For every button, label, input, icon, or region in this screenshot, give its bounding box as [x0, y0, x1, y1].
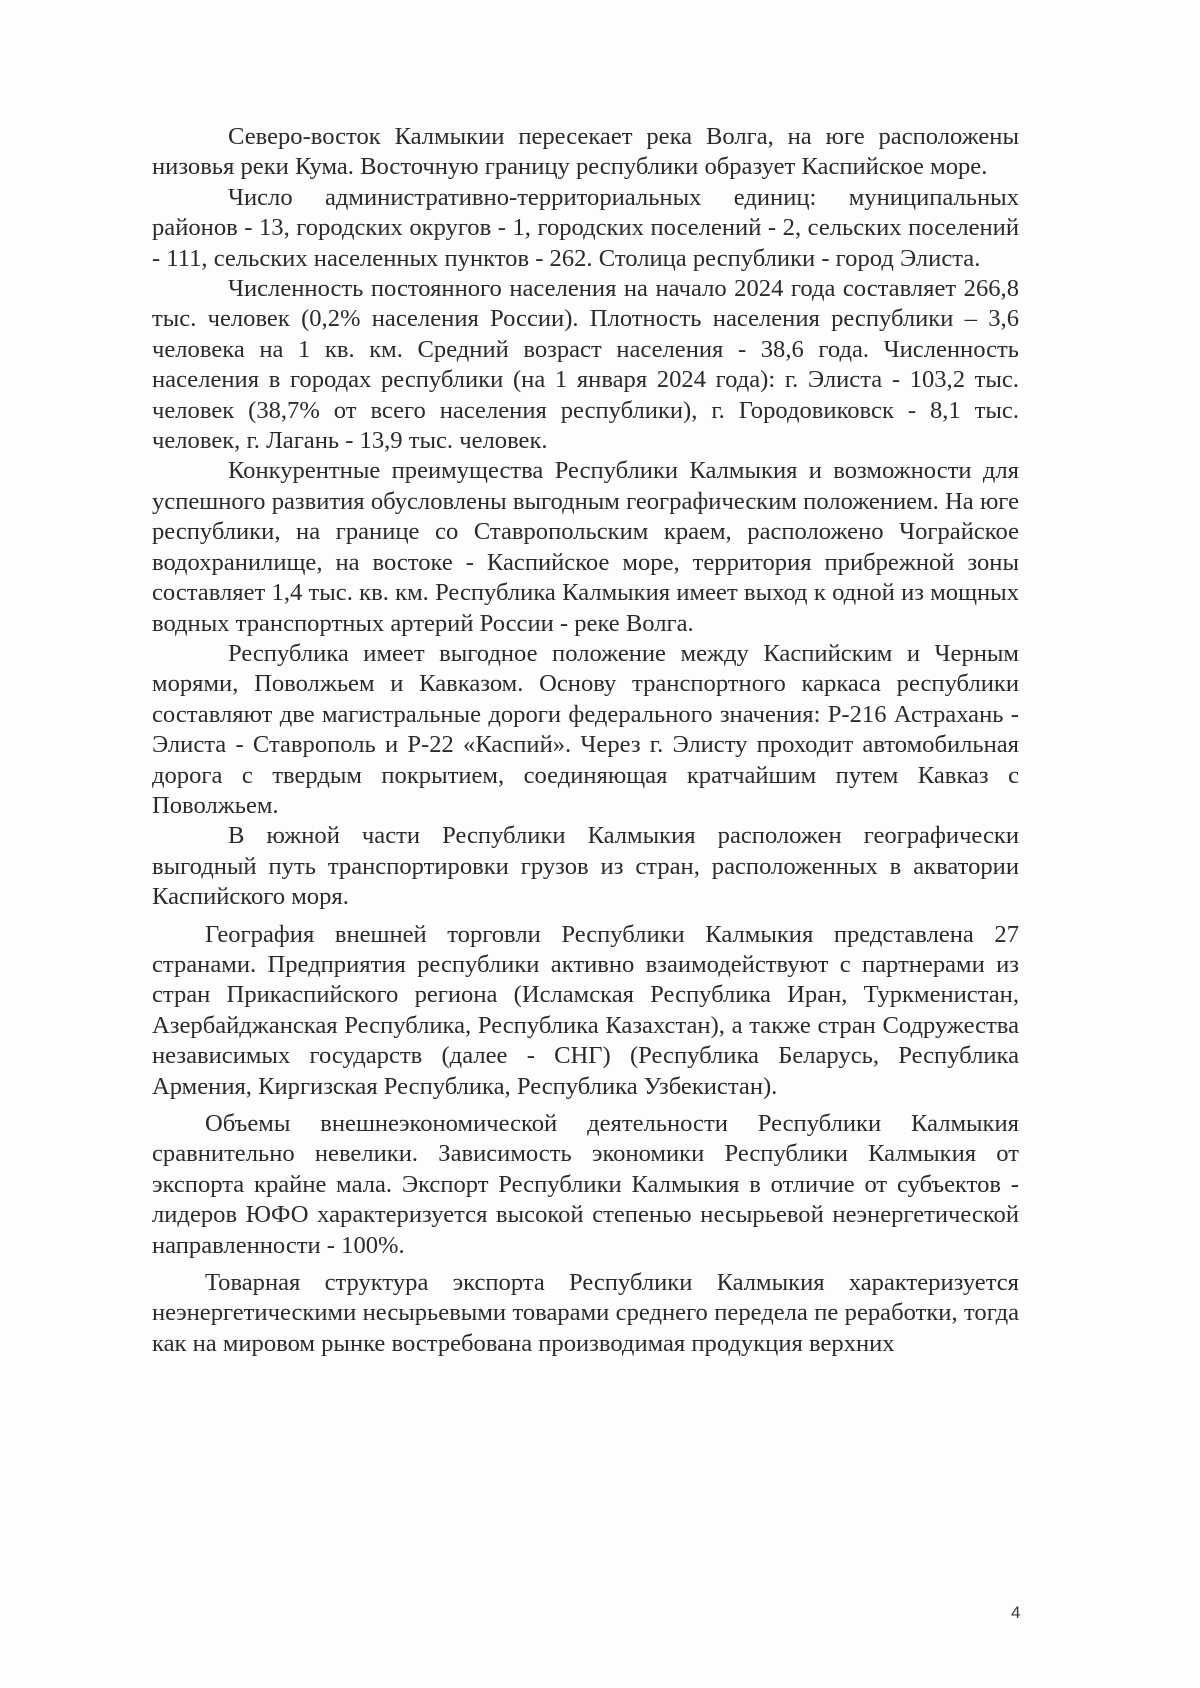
page-number: 4: [1011, 1603, 1021, 1622]
paragraph: Северо-восток Калмыкии пересекает река Волга, на юге расположены низовья реки Кума. Восточную границу республики образует Каспийское море.: [152, 123, 1019, 181]
paragraph: Республика имеет выгодное положение между Каспийским и Черным морями, Поволжьем и Кавказом. Основу транспортного каркаса республики составляют две магистральные дороги федерального значения: Р-216 Астрахань - Элиста - Ставрополь и Р-22 «Каспий». Через г. Элисту проходит автомобильная дорога с твердым покрытием, соединяющая кратчайшим путем Кавказ с Поволжьем.: [152, 639, 1019, 819]
paragraph: Объемы внешнеэкономической деятельности Республики Калмыкия сравнительно невелики. Зависимость экономики Республики Калмыкия от экспорта крайне мала. Экспорт Республики Калмыкия в отличие от субъектов - лидеров ЮФО характеризуется высокой степенью несырьевой неэнергетической направленности - 100%.: [152, 1110, 1019, 1259]
paragraph: В южной части Республики Калмыкия расположен географически выгодный путь транспортировки грузов из стран, расположенных в акватории Каспийского моря.: [152, 822, 1019, 911]
paragraph: Численность постоянного населения на начало 2024 года составляет 266,8 тыс. человек (0,2% населения России). Плотность населения республики – 3,6 человека на 1 кв. км. Средний возраст населения - 38,6 года. Численность населения в городах республики (на 1 января 2024 года): г. Элиста - 103,2 тыс. человек (38,7% от всего населения республики), г. Городовиковск - 8,1 тыс. человек, г. Лагань - 13,9 тыс. человек.: [152, 275, 1019, 455]
document-body: [152, 122, 1019, 1359]
paragraph: Товарная структура экспорта Республики Калмыкия характеризуется неэнергетическими несырьевыми товарами среднего передела пе реработки, тогда как на мировом рынке востребована производимая продукция верхних: [152, 1269, 1019, 1357]
paragraph: Число административно-территориальных единиц: муниципальных районов - 13, городских округов - 1, городских поселений - 2, сельских поселений - 111, сельских населенных пунктов - 262. Столица республики - город Элиста.: [152, 183, 1019, 272]
paragraph: Конкурентные преимущества Республики Калмыкия и возможности для успешного развития обусловлены выгодным географическим положением. На юге республики, на границе со Ставропольским краем, расположено Чограйское водохранилище, на востоке - Каспийское море, территория прибрежной зоны составляет 1,4 тыс. кв. км. Республика Калмыкия имеет выход к одной из мощных водных транспортных артерий России - реке Волга.: [152, 457, 1019, 637]
paragraph: География внешней торговли Республики Калмыкия представлена 27 странами. Предприятия республики активно взаимодействуют с партнерами из стран Прикаспийского региона (Исламская Республика Иран, Туркменистан, Азербайджанская Республика, Республика Казахстан), а также стран Содружества независимых государств (далее - СНГ) (Республика Беларусь, Республика Армения, Киргизская Республика, Республика Узбекистан).: [152, 920, 1019, 1100]
